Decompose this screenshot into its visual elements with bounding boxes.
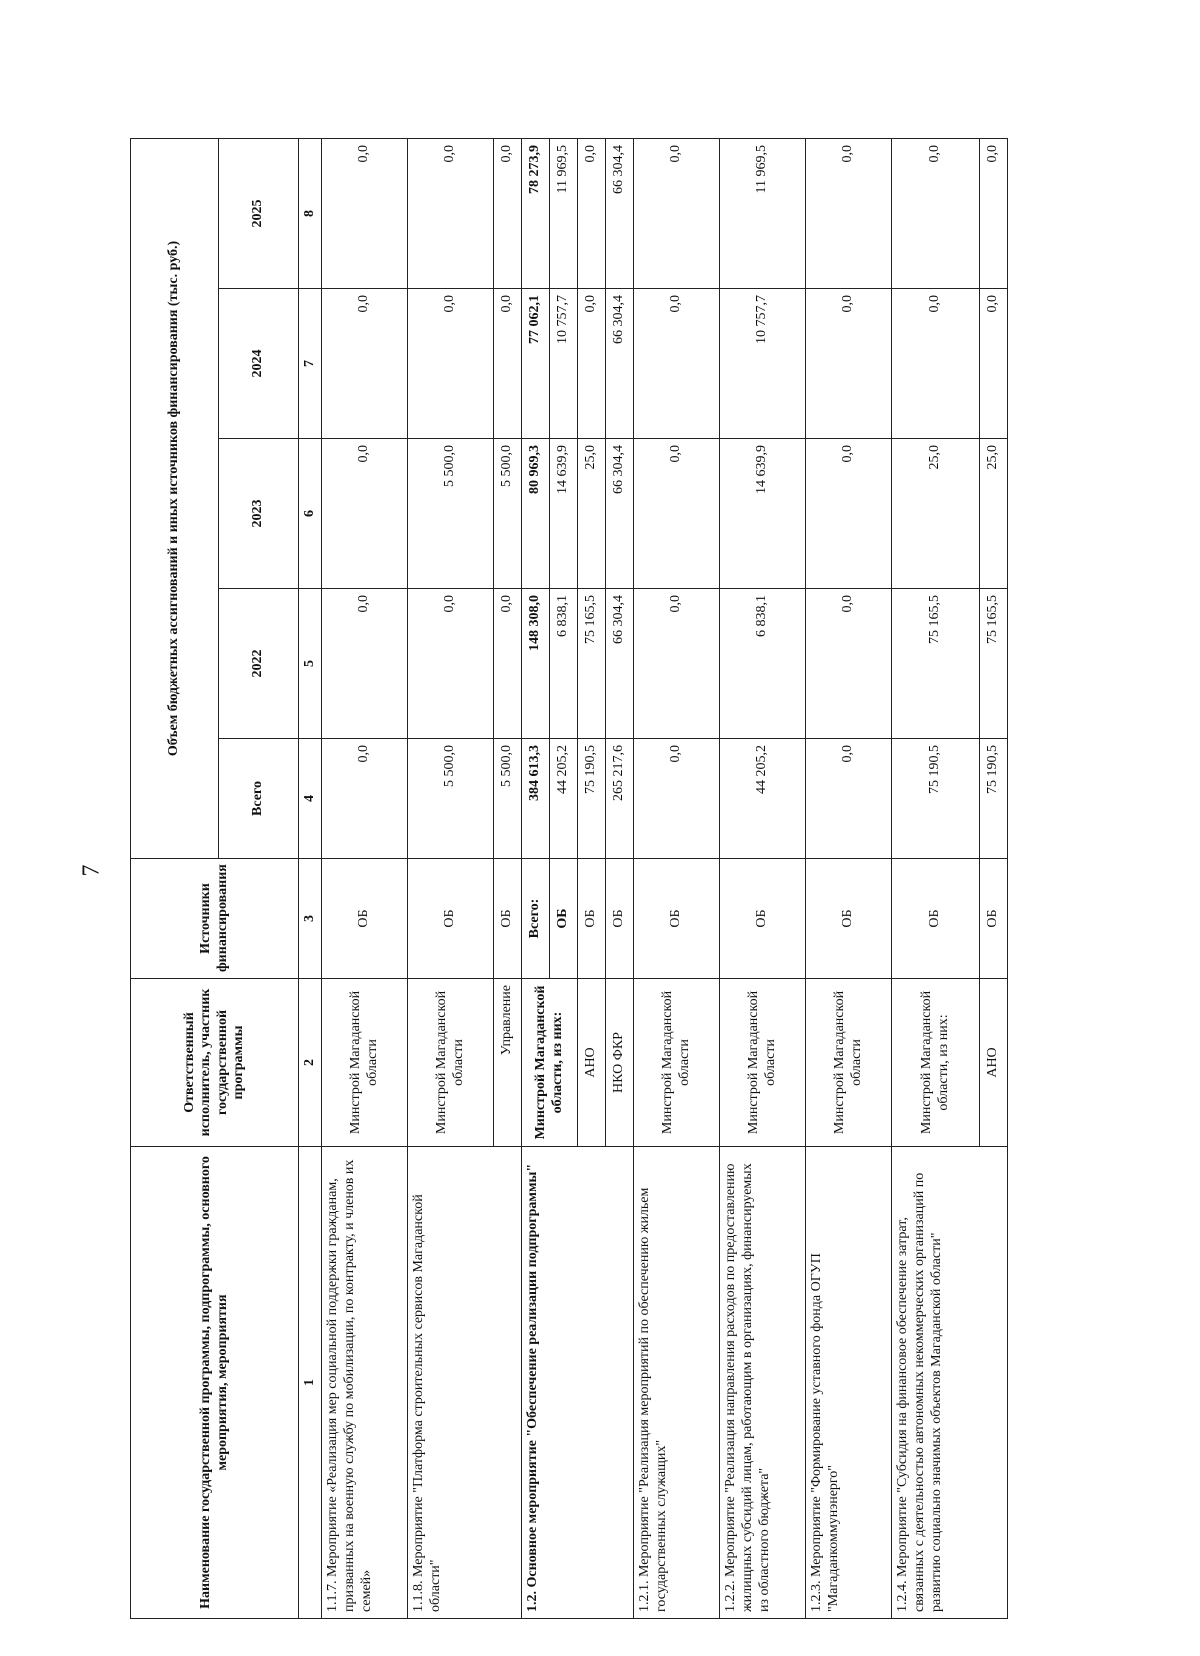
- row-2024: 10 757,7: [720, 289, 806, 439]
- rotated-page: [130, 139, 1001, 1619]
- row-2023: 0,0: [322, 439, 408, 589]
- row-2022: 75 165,5: [980, 589, 1008, 739]
- row-name: 1.2.2. Мероприятие "Реализация направления расходов по предоставлению жилищных субсидий лицам, работающим в организациях, финансируемых из областного бюджета": [720, 1147, 806, 1619]
- row-2025: 11 969,5: [550, 138, 578, 288]
- column-number-row: [299, 138, 322, 1618]
- row-2025: 0,0: [578, 138, 606, 288]
- row-name: 1.2. Основное мероприятие "Обеспечение реализации подпрограммы": [522, 1147, 634, 1619]
- row-name: 1.2.4. Мероприятие "Субсидия на финансовое обеспечение затрат, связанных с деятельностью автономных некоммерческих организаций по развитию социально значимых объектов Магаданской области": [892, 1147, 1008, 1619]
- row-2022: 0,0: [634, 589, 720, 739]
- row-2024: 0,0: [322, 289, 408, 439]
- row-executor: Минстрой Магаданской области: [806, 979, 892, 1147]
- header-2024: 2024: [219, 289, 299, 439]
- row-2022: 148 308,0: [522, 589, 550, 739]
- row-2022: 0,0: [806, 589, 892, 739]
- row-source: ОБ: [806, 859, 892, 979]
- row-2022: 0,0: [408, 589, 494, 739]
- table-row: [322, 138, 408, 1618]
- row-source: ОБ: [892, 859, 980, 979]
- row-executor: Минстрой Магаданской области: [634, 979, 720, 1147]
- row-2025: 66 304,4: [606, 138, 634, 288]
- row-source: ОБ: [606, 859, 634, 979]
- row-source: ОБ: [322, 859, 408, 979]
- row-2022: 75 165,5: [578, 589, 606, 739]
- column-number: 3: [299, 859, 322, 979]
- row-2022: 6 838,1: [720, 589, 806, 739]
- row-total: 44 205,2: [550, 739, 578, 859]
- table-row: [806, 138, 892, 1618]
- row-executor: Минстрой Магаданской области: [408, 979, 494, 1147]
- row-2024: 0,0: [408, 289, 494, 439]
- row-executor: НКО ФКР: [606, 979, 634, 1147]
- table-row: [634, 138, 720, 1618]
- column-number: 8: [299, 138, 322, 288]
- column-number: 2: [299, 979, 322, 1147]
- row-total: 75 190,5: [980, 739, 1008, 859]
- row-2023: 25,0: [892, 439, 980, 589]
- row-2023: 0,0: [634, 439, 720, 589]
- header-volume: Объем бюджетных ассигнований и иных источников финансирования (тыс. руб.): [131, 138, 219, 858]
- header-2022: 2022: [219, 589, 299, 739]
- row-total: 0,0: [634, 739, 720, 859]
- row-2024: 0,0: [980, 289, 1008, 439]
- row-source: ОБ: [408, 859, 494, 979]
- row-2023: 66 304,4: [606, 439, 634, 589]
- row-total: 5 500,0: [408, 739, 494, 859]
- row-executor: Управление: [494, 979, 522, 1147]
- row-2025: 0,0: [806, 138, 892, 288]
- table-row: [522, 138, 550, 1618]
- row-total: 44 205,2: [720, 739, 806, 859]
- row-executor: Минстрой Магаданской области: [720, 979, 806, 1147]
- row-2024: 0,0: [634, 289, 720, 439]
- row-2024: 10 757,7: [550, 289, 578, 439]
- header-2025: 2025: [219, 138, 299, 288]
- row-2025: 0,0: [980, 138, 1008, 288]
- header-row: [131, 138, 219, 1618]
- table-row: [720, 138, 806, 1618]
- row-2023: 5 500,0: [408, 439, 494, 589]
- row-2025: 11 969,5: [720, 138, 806, 288]
- budget-table: [130, 138, 1008, 1619]
- row-executor: Минстрой Магаданской области: [322, 979, 408, 1147]
- row-total: 384 613,3: [522, 739, 550, 859]
- row-total: 0,0: [806, 739, 892, 859]
- row-2024: 77 062,1: [522, 289, 550, 439]
- row-2025: 0,0: [322, 138, 408, 288]
- row-total: 5 500,0: [494, 739, 522, 859]
- row-2023: 14 639,9: [720, 439, 806, 589]
- row-2023: 80 969,3: [522, 439, 550, 589]
- header-2023: 2023: [219, 439, 299, 589]
- row-2023: 5 500,0: [494, 439, 522, 589]
- row-2022: 6 838,1: [550, 589, 578, 739]
- row-name: 1.1.7. Мероприятие «Реализация мер социальной поддержки гражданам, призванных на военную службу по мобилизации, по контракту, и членов их семей»: [322, 1147, 408, 1619]
- row-source: ОБ: [634, 859, 720, 979]
- row-2025: 0,0: [892, 138, 980, 288]
- row-total: 0,0: [322, 739, 408, 859]
- row-executor: Минстрой Магаданской области, из них:: [892, 979, 980, 1147]
- row-2023: 25,0: [578, 439, 606, 589]
- row-2023: 14 639,9: [550, 439, 578, 589]
- row-2024: 0,0: [892, 289, 980, 439]
- row-2025: 0,0: [408, 138, 494, 288]
- row-source: ОБ: [980, 859, 1008, 979]
- header-executor: Ответственный исполнитель, участник государственной программы: [131, 979, 299, 1147]
- row-2024: 0,0: [494, 289, 522, 439]
- column-number: 5: [299, 589, 322, 739]
- table-row: [408, 138, 494, 1618]
- row-2022: 66 304,4: [606, 589, 634, 739]
- row-source: ОБ: [494, 859, 522, 979]
- row-2022: 75 165,5: [892, 589, 980, 739]
- row-2024: 0,0: [578, 289, 606, 439]
- row-source: ОБ: [578, 859, 606, 979]
- row-source: ОБ: [720, 859, 806, 979]
- row-2022: 0,0: [322, 589, 408, 739]
- row-2024: 66 304,4: [606, 289, 634, 439]
- page-number: 7: [78, 864, 105, 877]
- table-row: [892, 138, 980, 1618]
- row-2025: 78 273,9: [522, 138, 550, 288]
- row-2022: 0,0: [494, 589, 522, 739]
- column-number: 6: [299, 439, 322, 589]
- row-executor: АНО: [980, 979, 1008, 1147]
- column-number: 7: [299, 289, 322, 439]
- column-number: 4: [299, 739, 322, 859]
- row-2023: 25,0: [980, 439, 1008, 589]
- row-name: 1.2.3. Мероприятие "Формирование уставного фонда ОГУП "Магаданкоммунэнерго": [806, 1147, 892, 1619]
- row-name: 1.2.1. Мероприятие "Реализация мероприятий по обеспечению жильем государственных служащих": [634, 1147, 720, 1619]
- row-source: Всего:: [522, 859, 550, 979]
- header-name: Наименование государственной программы, подпрограммы, основного мероприятия, мероприятия: [131, 1147, 299, 1619]
- row-total: 75 190,5: [892, 739, 980, 859]
- row-source: ОБ: [550, 859, 578, 979]
- row-executor: Минстрой Магаданской области, из них:: [522, 979, 578, 1147]
- row-2025: 0,0: [634, 138, 720, 288]
- column-number: 1: [299, 1147, 322, 1619]
- row-2024: 0,0: [806, 289, 892, 439]
- row-2023: 0,0: [806, 439, 892, 589]
- row-2025: 0,0: [494, 138, 522, 288]
- row-total: 75 190,5: [578, 739, 606, 859]
- header-total: Всего: [219, 739, 299, 859]
- header-source: Источники финансирования: [131, 859, 299, 979]
- row-executor: АНО: [578, 979, 606, 1147]
- row-total: 265 217,6: [606, 739, 634, 859]
- row-name: 1.1.8. Мероприятие "Платформа строительных сервисов Магаданской области": [408, 1147, 522, 1619]
